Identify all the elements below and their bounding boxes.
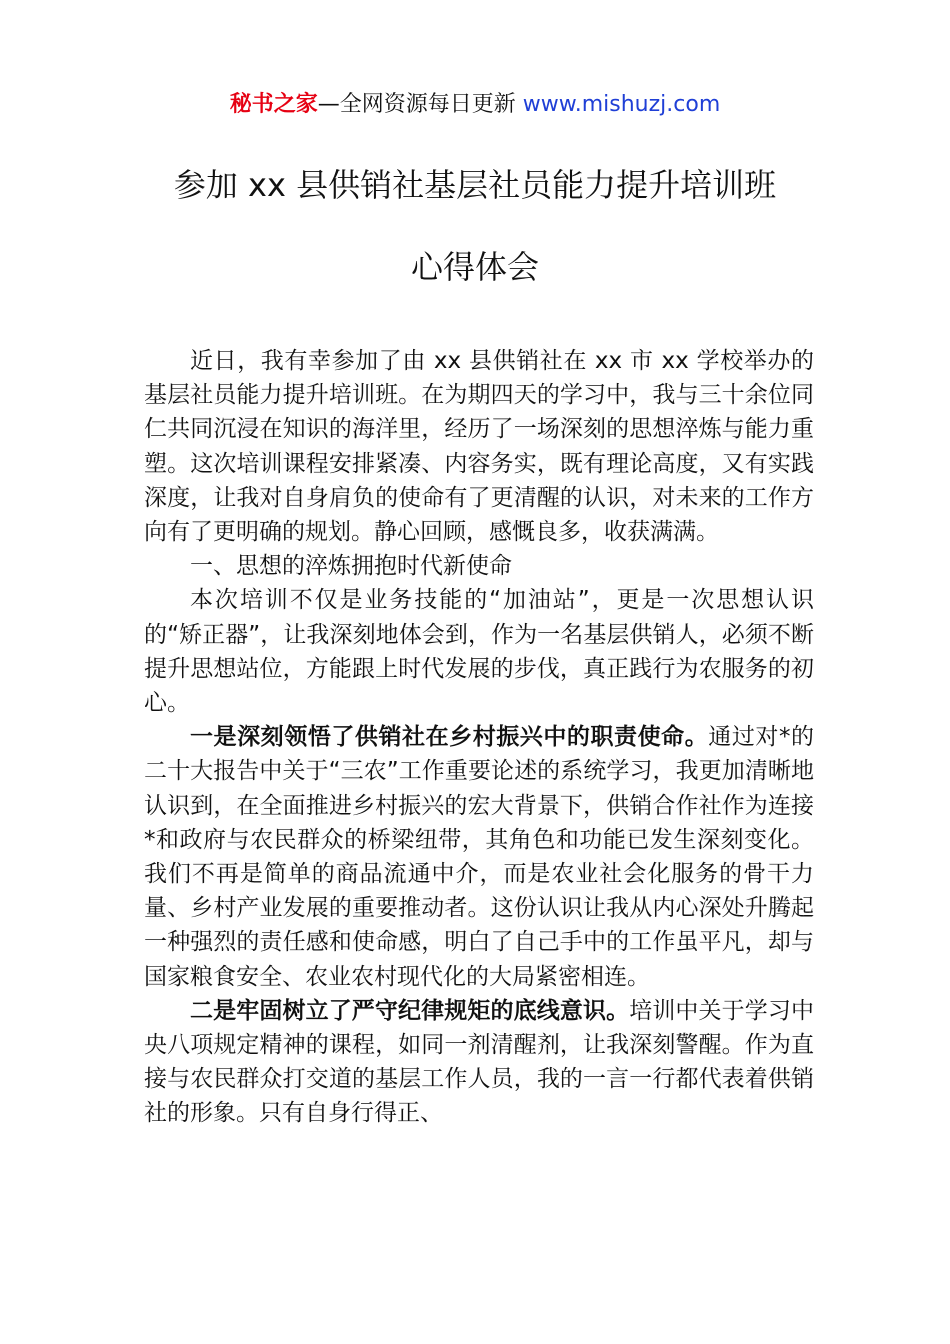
site-tagline: —全网资源每日更新	[317, 92, 523, 117]
point-2-paragraph	[144, 994, 814, 1131]
section-heading-1-text: 一、思想的淬炼拥抱时代新使命	[190, 553, 512, 580]
intro-paragraph	[144, 344, 814, 549]
document-body	[144, 344, 814, 1131]
point-1-text: 通过对*的二十大报告中关于“三农”工作重要论述的系统学习，我更加清晰地认识到，在全面推进乡村振兴的宏大背景下，供销合作社作为连接*和政府与农民群众的桥梁纽带，其角色和功能已发生深刻变化。我们不再是简单的商品流通中介，而是农业社会化服务的骨干力量、乡村产业发展的重要推动者。这份认识让我从内心深处升腾起一种强烈的责任感和使命感，明白了自己手中的工作虽平凡，却与国家粮食安全、农业农村现代化的大局紧密相连。	[144, 724, 815, 990]
point-1-paragraph	[144, 720, 814, 994]
point-2-text: 培训中关于学习中央八项规定精神的课程，如同一剂清醒剂，让我深刻警醒。作为直接与农民群众打交道的基层工作人员，我的一言一行都代表着供销社的形象。只有自身行得正、	[144, 997, 815, 1127]
document-title	[0, 158, 950, 294]
document-title-line-1: 参加 xx 县供销社基层社员能力提升培训班	[173, 166, 777, 204]
site-url-link[interactable]: www.mishuzj.com	[522, 92, 721, 117]
point-1-lead: 一是深刻领悟了供销社在乡村振兴中的职责使命。	[190, 724, 709, 751]
section-1-paragraph	[144, 583, 814, 720]
intro-paragraph-text: 近日，我有幸参加了由 xx 县供销社在 xx 市 xx 学校举办的基层社员能力提升培训班。在为期四天的学习中，我与三十余位同仁共同沉浸在知识的海洋里，经历了一场深刻的思想淬炼与能力重塑。这次培训课程安排紧凑、内容务实，既有理论高度，又有实践深度，让我对自身肩负的使命有了更清醒的认识，对未来的工作方向有了更明确的规划。静心回顾，感慨良多，收获满满。	[144, 348, 814, 546]
section-heading-1	[144, 549, 814, 583]
site-brand: 秘书之家	[229, 92, 318, 117]
point-2-lead: 二是牢固树立了严守纪律规矩的底线意识。	[190, 997, 630, 1024]
document-title-line-2: 心得体会	[410, 248, 539, 286]
site-header	[0, 88, 950, 122]
section-1-paragraph-text: 本次培训不仅是业务技能的“加油站”，更是一次思想认识的“矫正器”，让我深刻地体会到，作为一名基层供销人，必须不断提升思想站位，方能跟上时代发展的步伐，真正践行为农服务的初心。	[144, 587, 814, 717]
